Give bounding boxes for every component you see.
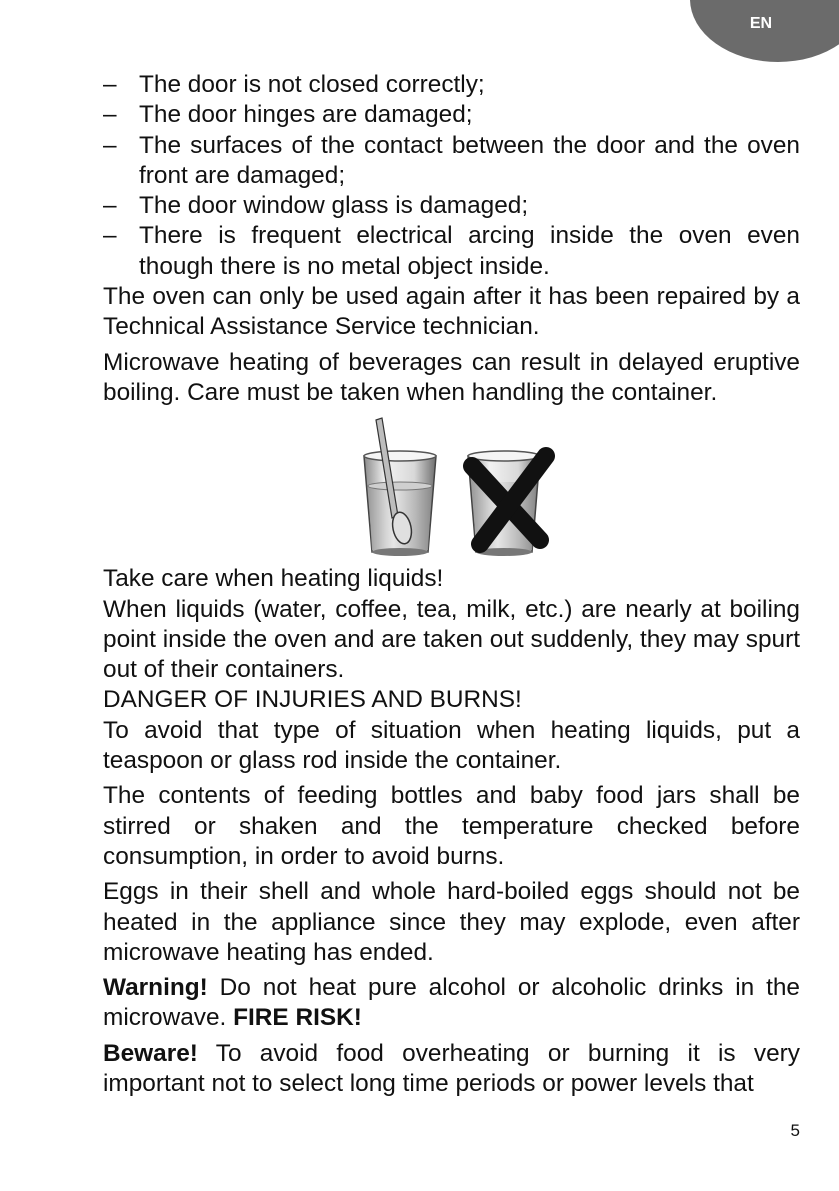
glass-with-cross-icon: [468, 451, 546, 556]
warning-label: Warning!: [103, 974, 208, 1002]
eggs-paragraph: Eggs in their shell and whole hard-boiled eggs should not be heated in the appliance since they may explode, even after microwave heating has ended.: [103, 878, 800, 966]
fire-risk-label: FIRE RISK!: [233, 1004, 362, 1032]
fault-list-item: [103, 191, 800, 221]
list-dash: –: [103, 101, 117, 129]
fault-list-item: [103, 70, 800, 100]
fault-list-item: [103, 221, 800, 282]
fault-list-item-text: The door window glass is damaged;: [139, 192, 529, 220]
glasses-with-spoon-and-cross-icon: [356, 416, 556, 562]
beware-paragraph: [103, 1039, 800, 1100]
list-dash: –: [103, 192, 117, 220]
beware-text: To avoid food overheating or burning it is very important not to select long time periods or power levels that: [103, 1039, 800, 1098]
warning-text: Do not heat pure alcohol or alcoholic drinks in the microwave.: [103, 974, 800, 1032]
feeding-bottles-paragraph: The contents of feeding bottles and baby food jars shall be stirred or shaken and the temperature checked before consumption, in order to avoid burns.: [103, 782, 800, 870]
list-dash: –: [103, 71, 117, 98]
warning-paragraph: [103, 973, 800, 1034]
page-content: [103, 70, 800, 1099]
fault-list: [103, 70, 800, 282]
glass-with-spoon-icon: [364, 418, 436, 556]
glass-illustration: [103, 416, 800, 562]
list-dash: –: [103, 131, 117, 159]
fault-list-item: [103, 131, 800, 192]
avoid-paragraph: To avoid that type of situation when heating liquids, put a teaspoon or glass rod inside the container.: [103, 716, 800, 775]
fault-list-item-text: The door is not closed correctly;: [139, 71, 485, 98]
beware-label: Beware!: [103, 1039, 198, 1067]
fault-list-item: [103, 100, 800, 130]
language-tab-label: EN: [749, 15, 773, 32]
fault-list-item-text: There is frequent electrical arcing inside the oven even though there is no metal object inside.: [139, 222, 800, 280]
eruptive-boiling-paragraph: Microwave heating of beverages can result in delayed eruptive boiling. Care must be taken when handling the container.: [103, 348, 800, 406]
danger-notice: DANGER OF INJURIES AND BURNS!: [103, 686, 522, 714]
take-care-heading: Take care when heating liquids!: [103, 565, 444, 593]
liquids-paragraph: When liquids (water, coffee, tea, milk, etc.) are nearly at boiling point inside the oven and are taken out suddenly, they may spurt out of their containers.: [103, 595, 800, 684]
repair-paragraph: The oven can only be used again after it has been repaired by a Technical Assistance Service technician.: [103, 283, 800, 341]
fault-list-item-text: The door hinges are damaged;: [139, 101, 473, 129]
fault-list-item-text: The surfaces of the contact between the door and the oven front are damaged;: [139, 131, 800, 189]
list-dash: –: [103, 222, 117, 250]
page-number: 5: [790, 1121, 800, 1140]
